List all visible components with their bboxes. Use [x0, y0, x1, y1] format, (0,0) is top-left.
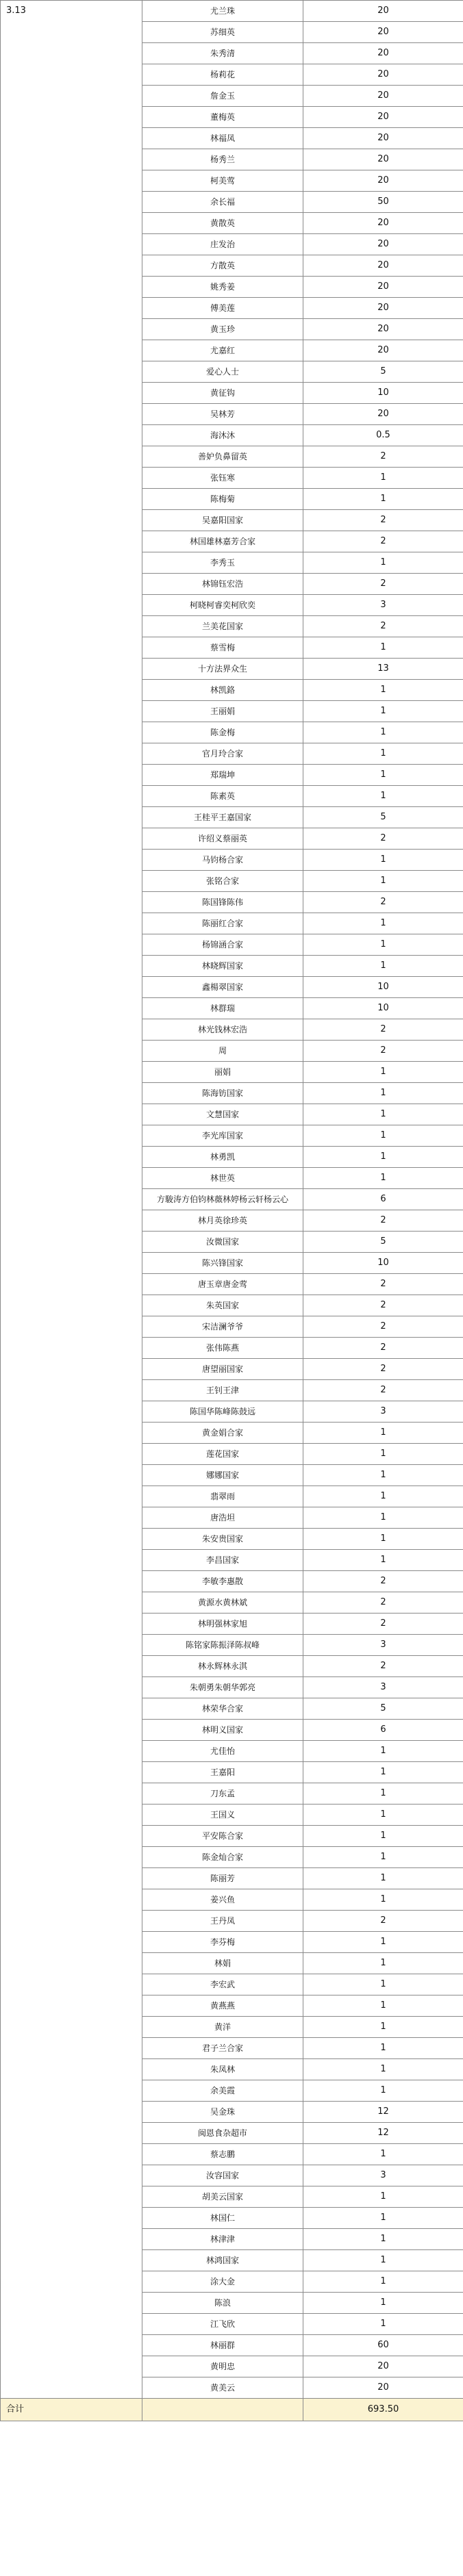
donor-name-cell: 李宏武	[142, 1974, 303, 1995]
donor-name-cell: 吴嘉阳国家	[142, 510, 303, 531]
amount-cell: 1	[303, 680, 463, 701]
amount-cell: 10	[303, 998, 463, 1019]
donor-name-cell: 黄明忠	[142, 2356, 303, 2377]
amount-cell: 1	[303, 1826, 463, 1847]
donor-name-cell: 林群瑞	[142, 998, 303, 1019]
donor-name-cell: 林世英	[142, 1168, 303, 1189]
amount-cell: 10	[303, 1253, 463, 1274]
donor-name-cell: 林丽群	[142, 2335, 303, 2356]
donor-name-cell: 鑫楊翠国家	[142, 977, 303, 998]
amount-cell: 1	[303, 1550, 463, 1571]
amount-cell: 1	[303, 2186, 463, 2208]
total-row	[1, 2399, 463, 2421]
amount-cell: 1	[303, 1741, 463, 1762]
donor-name-cell: 涂大金	[142, 2271, 303, 2293]
amount-cell: 1	[303, 2038, 463, 2059]
amount-cell: 10	[303, 977, 463, 998]
donor-name-cell: 张钰寒	[142, 468, 303, 489]
donor-name-cell: 唐玉章唐金莺	[142, 1274, 303, 1295]
amount-cell: 12	[303, 2123, 463, 2144]
amount-cell: 1	[303, 2059, 463, 2080]
amount-cell: 20	[303, 1, 463, 22]
amount-cell: 1	[303, 1147, 463, 1168]
amount-cell: 20	[303, 107, 463, 128]
donor-name-cell: 林锦钰宏浩	[142, 574, 303, 595]
amount-cell: 1	[303, 871, 463, 892]
amount-cell: 2	[303, 1041, 463, 1062]
donor-name-cell: 平安陈合家	[142, 1826, 303, 1847]
amount-cell: 1	[303, 489, 463, 510]
donor-name-cell: 官月玲合家	[142, 743, 303, 765]
donor-name-cell: 刀东孟	[142, 1783, 303, 1805]
donor-name-cell: 朱朝勇朱朝华郭亮	[142, 1677, 303, 1698]
amount-cell: 1	[303, 1953, 463, 1974]
donor-name-cell: 王嘉阳	[142, 1762, 303, 1783]
donor-name-cell: 詹金玉	[142, 86, 303, 107]
amount-cell: 1	[303, 1062, 463, 1083]
amount-cell: 2	[303, 1911, 463, 1932]
amount-cell: 5	[303, 1698, 463, 1720]
donor-name-cell: 黄玉珍	[142, 319, 303, 340]
donor-name-cell: 王丹凤	[142, 1911, 303, 1932]
donor-name-cell: 尤佳怡	[142, 1741, 303, 1762]
donor-name-cell: 文慧国家	[142, 1104, 303, 1125]
amount-cell: 1	[303, 2271, 463, 2293]
donor-name-cell: 吴林芳	[142, 404, 303, 425]
amount-cell: 1	[303, 722, 463, 743]
amount-cell: 12	[303, 2102, 463, 2123]
donor-name-cell: 十方法界众生	[142, 659, 303, 680]
donor-name-cell: 李光库国家	[142, 1125, 303, 1147]
donor-name-cell: 朱秀清	[142, 43, 303, 64]
donor-name-cell: 汝微国家	[142, 1232, 303, 1253]
donor-name-cell: 林晓辉国家	[142, 956, 303, 977]
donor-name-cell: 王桂平王嘉国家	[142, 807, 303, 828]
amount-cell: 1	[303, 913, 463, 934]
amount-cell: 1	[303, 1168, 463, 1189]
amount-cell: 20	[303, 213, 463, 234]
donor-name-cell: 黄征钩	[142, 383, 303, 404]
donor-name-cell: 张铭合家	[142, 871, 303, 892]
donor-name-cell: 许绍义蔡丽英	[142, 828, 303, 850]
amount-cell: 20	[303, 319, 463, 340]
donor-name-cell: 董梅英	[142, 107, 303, 128]
donor-name-cell: 唐望丽国家	[142, 1359, 303, 1380]
donor-name-cell: 杨秀兰	[142, 149, 303, 170]
donor-name-cell: 林明强林家旭	[142, 1614, 303, 1635]
amount-cell: 1	[303, 765, 463, 786]
amount-cell: 2	[303, 531, 463, 552]
amount-cell: 2	[303, 1019, 463, 1041]
donor-name-cell: 林凯鉻	[142, 680, 303, 701]
amount-cell: 1	[303, 1805, 463, 1826]
table-row	[1, 1, 463, 22]
amount-cell: 1	[303, 701, 463, 722]
donor-name-cell: 王国义	[142, 1805, 303, 1826]
amount-cell: 1	[303, 1444, 463, 1465]
amount-cell: 1	[303, 1125, 463, 1147]
donor-name-cell: 汝容国家	[142, 2165, 303, 2186]
amount-cell: 20	[303, 277, 463, 298]
donor-name-cell: 周	[142, 1041, 303, 1062]
donor-name-cell: 郑瑞坤	[142, 765, 303, 786]
amount-cell: 1	[303, 1868, 463, 1889]
amount-cell: 2	[303, 892, 463, 913]
donor-name-cell: 陈梅菊	[142, 489, 303, 510]
amount-cell: 1	[303, 1889, 463, 1911]
amount-cell: 2	[303, 1614, 463, 1635]
donor-name-cell: 陈金灿合家	[142, 1847, 303, 1868]
donor-name-cell: 胡美云国家	[142, 2186, 303, 2208]
amount-cell: 1	[303, 1507, 463, 1529]
amount-cell: 20	[303, 404, 463, 425]
donor-name-cell: 林津津	[142, 2229, 303, 2250]
amount-cell: 1	[303, 2250, 463, 2271]
donor-name-cell: 陈国华陈峰陈鼓远	[142, 1401, 303, 1423]
donor-name-cell: 李昌国家	[142, 1550, 303, 1571]
donor-name-cell: 柯晓柯睿奕柯欣奕	[142, 595, 303, 616]
donor-name-cell: 尤兰珠	[142, 1, 303, 22]
donor-name-cell: 林鸿国家	[142, 2250, 303, 2271]
donor-name-cell: 黄洋	[142, 2017, 303, 2038]
donor-name-cell: 林月英徐珍英	[142, 1210, 303, 1232]
amount-cell: 1	[303, 552, 463, 574]
amount-cell: 2	[303, 1274, 463, 1295]
amount-cell: 1	[303, 637, 463, 659]
amount-cell: 1	[303, 1762, 463, 1783]
donor-name-cell: 蔡志鹏	[142, 2144, 303, 2165]
amount-cell: 5	[303, 361, 463, 383]
donor-name-cell: 林国雄林嘉芳合家	[142, 531, 303, 552]
amount-cell: 20	[303, 255, 463, 277]
donor-name-cell: 唐浩坦	[142, 1507, 303, 1529]
donor-name-cell: 陈兴锋国家	[142, 1253, 303, 1274]
donor-name-cell: 林勇凯	[142, 1147, 303, 1168]
amount-cell: 2	[303, 828, 463, 850]
amount-cell: 1	[303, 2017, 463, 2038]
donor-name-cell: 杨锦涵合家	[142, 934, 303, 956]
amount-cell: 2	[303, 1338, 463, 1359]
donor-name-cell: 李秀玉	[142, 552, 303, 574]
amount-cell: 6	[303, 1720, 463, 1741]
amount-cell: 20	[303, 170, 463, 192]
donor-name-cell: 方散英	[142, 255, 303, 277]
amount-cell: 1	[303, 1423, 463, 1444]
donor-name-cell: 李敏李惠散	[142, 1571, 303, 1592]
amount-cell: 2	[303, 1656, 463, 1677]
donor-name-cell: 江飞欣	[142, 2314, 303, 2335]
donor-name-cell: 林明义国家	[142, 1720, 303, 1741]
amount-cell: 1	[303, 2293, 463, 2314]
total-empty-cell	[142, 2399, 303, 2421]
amount-cell: 1	[303, 2144, 463, 2165]
donor-name-cell: 林永辉林永淇	[142, 1656, 303, 1677]
amount-cell: 20	[303, 22, 463, 43]
donor-name-cell: 林光钱林宏浩	[142, 1019, 303, 1041]
donor-name-cell: 姚秀姜	[142, 277, 303, 298]
amount-cell: 5	[303, 1232, 463, 1253]
amount-cell: 20	[303, 234, 463, 255]
donor-name-cell: 陈金梅	[142, 722, 303, 743]
amount-cell: 3	[303, 1635, 463, 1656]
donor-name-cell: 黄散英	[142, 213, 303, 234]
donor-name-cell: 林福凤	[142, 128, 303, 149]
amount-cell: 2	[303, 510, 463, 531]
donor-name-cell: 陈铭家陈振泽陈叔峰	[142, 1635, 303, 1656]
donor-name-cell: 闽恩食杂超市	[142, 2123, 303, 2144]
donor-name-cell: 陈海钫国家	[142, 1083, 303, 1104]
amount-cell: 20	[303, 340, 463, 361]
amount-cell: 1	[303, 934, 463, 956]
amount-cell: 1	[303, 850, 463, 871]
amount-cell: 1	[303, 786, 463, 807]
donor-name-cell: 李芬梅	[142, 1932, 303, 1953]
donor-name-cell: 林娟	[142, 1953, 303, 1974]
total-amount: 693.50	[303, 2399, 463, 2421]
donor-name-cell: 陈素英	[142, 786, 303, 807]
donor-name-cell: 林荣华合家	[142, 1698, 303, 1720]
amount-cell: 1	[303, 1847, 463, 1868]
amount-cell: 6	[303, 1189, 463, 1210]
donor-name-cell: 蔡雪梅	[142, 637, 303, 659]
donor-name-cell: 娜娜国家	[142, 1465, 303, 1486]
donor-name-cell: 陈浪	[142, 2293, 303, 2314]
date-cell: 3.13	[1, 1, 142, 2399]
donor-name-cell: 苏细英	[142, 22, 303, 43]
amount-cell: 20	[303, 86, 463, 107]
amount-cell: 3	[303, 595, 463, 616]
amount-cell: 50	[303, 192, 463, 213]
amount-cell: 1	[303, 1465, 463, 1486]
amount-cell: 1	[303, 2314, 463, 2335]
donor-name-cell: 尤嘉红	[142, 340, 303, 361]
amount-cell: 2	[303, 616, 463, 637]
amount-cell: 60	[303, 2335, 463, 2356]
donor-name-cell: 傅美莲	[142, 298, 303, 319]
amount-cell: 1	[303, 1995, 463, 2017]
donor-name-cell: 张伟陈燕	[142, 1338, 303, 1359]
amount-cell: 10	[303, 383, 463, 404]
amount-cell: 3	[303, 1677, 463, 1698]
amount-cell: 5	[303, 807, 463, 828]
donor-name-cell: 方駿涛方伯钧林薇林婷杨云轩杨云心	[142, 1189, 303, 1210]
amount-cell: 1	[303, 1486, 463, 1507]
amount-cell: 1	[303, 1974, 463, 1995]
amount-cell: 20	[303, 43, 463, 64]
donation-table-body	[1, 1, 463, 2421]
amount-cell: 2	[303, 1210, 463, 1232]
donor-name-cell: 马钧杨合家	[142, 850, 303, 871]
amount-cell: 2	[303, 1359, 463, 1380]
amount-cell: 1	[303, 1932, 463, 1953]
amount-cell: 1	[303, 956, 463, 977]
amount-cell: 2	[303, 1592, 463, 1614]
total-label: 合计	[1, 2399, 142, 2421]
amount-cell: 20	[303, 149, 463, 170]
amount-cell: 20	[303, 64, 463, 86]
amount-cell: 1	[303, 2208, 463, 2229]
amount-cell: 1	[303, 1083, 463, 1104]
amount-cell: 3	[303, 1401, 463, 1423]
donor-name-cell: 姜兴鱼	[142, 1889, 303, 1911]
donor-name-cell: 兰美花国家	[142, 616, 303, 637]
donor-name-cell: 黄燕燕	[142, 1995, 303, 2017]
donor-name-cell: 黄美云	[142, 2377, 303, 2399]
donor-name-cell: 王丽娟	[142, 701, 303, 722]
donor-name-cell: 杨莉花	[142, 64, 303, 86]
amount-cell: 3	[303, 2165, 463, 2186]
amount-cell: 2	[303, 1380, 463, 1401]
donor-name-cell: 柯美莺	[142, 170, 303, 192]
donor-name-cell: 宋洁澜爷爷	[142, 1316, 303, 1338]
amount-cell: 2	[303, 1316, 463, 1338]
donor-name-cell: 黄金娟合家	[142, 1423, 303, 1444]
donor-name-cell: 丽娟	[142, 1062, 303, 1083]
donor-name-cell: 朱安贵国家	[142, 1529, 303, 1550]
donor-name-cell: 朱英国家	[142, 1295, 303, 1316]
amount-cell: 2	[303, 446, 463, 468]
donor-name-cell: 翡翠雨	[142, 1486, 303, 1507]
amount-cell: 1	[303, 1104, 463, 1125]
donor-name-cell: 吴金珠	[142, 2102, 303, 2123]
amount-cell: 20	[303, 298, 463, 319]
donor-name-cell: 莲花国家	[142, 1444, 303, 1465]
donor-name-cell: 君子兰合家	[142, 2038, 303, 2059]
donor-name-cell: 爱心人士	[142, 361, 303, 383]
donor-name-cell: 余美霞	[142, 2080, 303, 2102]
amount-cell: 0.5	[303, 425, 463, 446]
donor-name-cell: 林国仁	[142, 2208, 303, 2229]
amount-cell: 1	[303, 468, 463, 489]
amount-cell: 1	[303, 1529, 463, 1550]
donor-name-cell: 陈丽红合家	[142, 913, 303, 934]
donor-name-cell: 黄源水黄林斌	[142, 1592, 303, 1614]
donor-name-cell: 陈丽芳	[142, 1868, 303, 1889]
amount-cell: 20	[303, 2356, 463, 2377]
donor-name-cell: 庄发治	[142, 234, 303, 255]
amount-cell: 20	[303, 128, 463, 149]
amount-cell: 2	[303, 1571, 463, 1592]
donor-name-cell: 海沐沐	[142, 425, 303, 446]
amount-cell: 2	[303, 1295, 463, 1316]
donor-name-cell: 王钊王津	[142, 1380, 303, 1401]
donor-name-cell: 善妒负鼻留英	[142, 446, 303, 468]
amount-cell: 1	[303, 2229, 463, 2250]
amount-cell: 1	[303, 743, 463, 765]
amount-cell: 20	[303, 2377, 463, 2399]
amount-cell: 1	[303, 2080, 463, 2102]
amount-cell: 13	[303, 659, 463, 680]
donor-name-cell: 余长福	[142, 192, 303, 213]
amount-cell: 1	[303, 1783, 463, 1805]
donor-name-cell: 朱凤林	[142, 2059, 303, 2080]
donor-name-cell: 陈国锋陈伟	[142, 892, 303, 913]
amount-cell: 2	[303, 574, 463, 595]
